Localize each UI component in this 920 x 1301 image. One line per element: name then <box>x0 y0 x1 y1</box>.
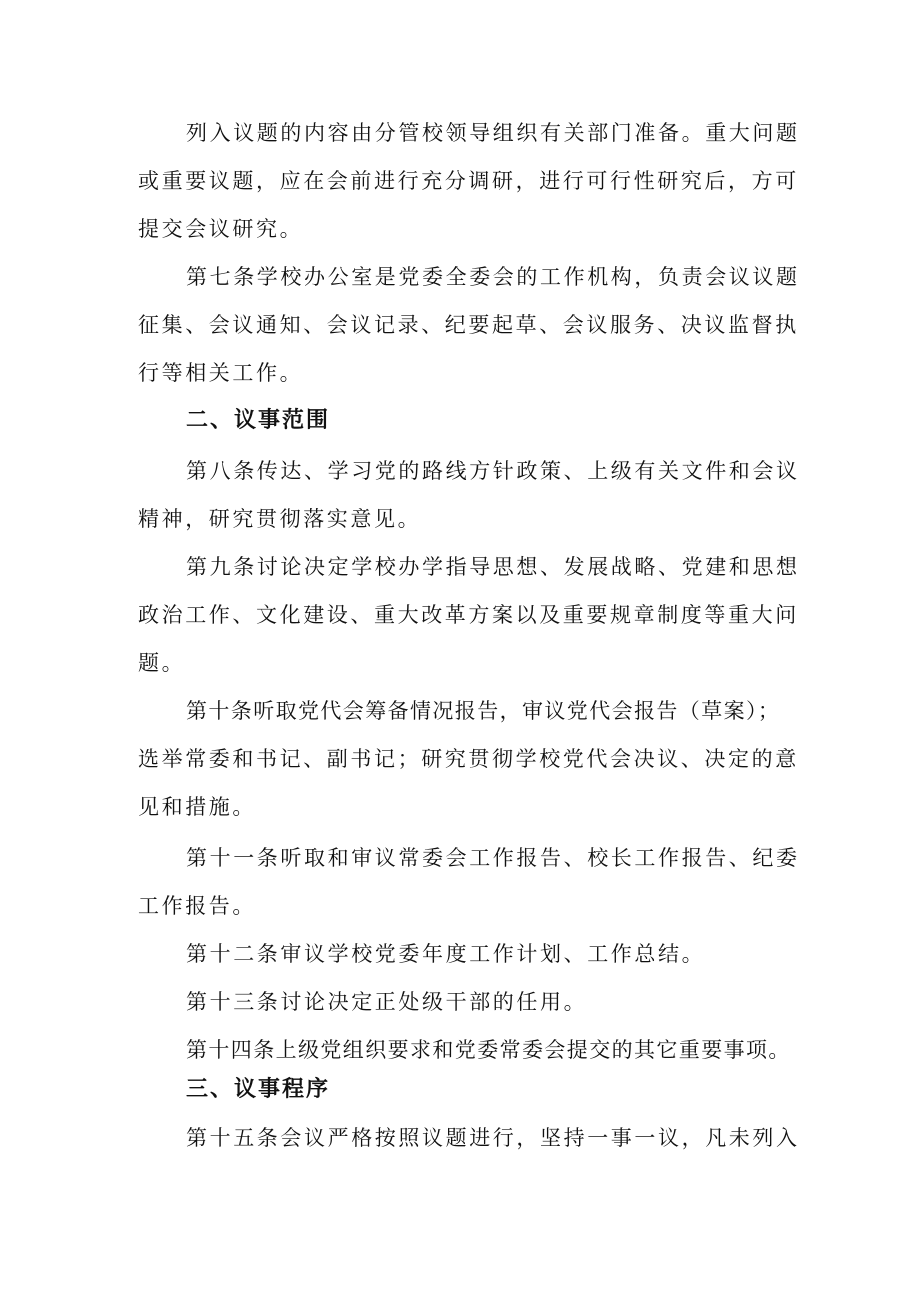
paragraph-line: 第十二条审议学校党委年度工作计划、工作总结。 <box>186 942 706 966</box>
paragraph-line: 题。 <box>138 651 186 675</box>
paragraph-line: 见和措施。 <box>138 795 256 819</box>
paragraph-line: 第九条讨论决定学校办学指导思想、发展战略、党建和思想 <box>186 555 800 579</box>
paragraph-line: 第十条听取党代会筹备情况报告，审议党代会报告（草案）； <box>186 699 781 723</box>
paragraph-line: 列入议题的内容由分管校领导组织有关部门准备。重大问题 <box>186 121 800 145</box>
paragraph-line: 第十五条会议严格按照议题进行，坚持一事一议，凡未列入 <box>186 1126 800 1150</box>
paragraph-line: 第七条学校办公室是党委全委会的工作机构，负责会议议题 <box>186 265 800 289</box>
section-heading-scope: 二、议事范围 <box>186 408 331 433</box>
paragraph-line: 工作报告。 <box>138 894 256 918</box>
paragraph-line: 征集、会议通知、会议记录、纪要起草、会议服务、决议监督执 <box>138 313 799 337</box>
section-heading-procedure: 三、议事程序 <box>186 1077 331 1102</box>
paragraph-line: 第十四条上级党组织要求和党委常委会提交的其它重要事项。 <box>186 1038 791 1062</box>
paragraph-line: 第十一条听取和审议常委会工作报告、校长工作报告、纪委 <box>186 846 800 870</box>
paragraph-line: 第八条传达、学习党的路线方针政策、上级有关文件和会议 <box>186 459 800 483</box>
paragraph-line: 精神，研究贯彻落实意见。 <box>138 507 422 531</box>
paragraph-line: 或重要议题，应在会前进行充分调研，进行可行性研究后，方可 <box>138 169 799 193</box>
paragraph-line: 行等相关工作。 <box>138 361 304 385</box>
paragraph-line: 第十三条讨论决定正处级干部的任用。 <box>186 990 588 1014</box>
paragraph-line: 提交会议研究。 <box>138 217 304 241</box>
paragraph-line: 政治工作、文化建设、重大改革方案以及重要规章制度等重大问 <box>138 603 799 627</box>
paragraph-line: 选举常委和书记、副书记；研究贯彻学校党代会决议、决定的意 <box>138 747 799 771</box>
